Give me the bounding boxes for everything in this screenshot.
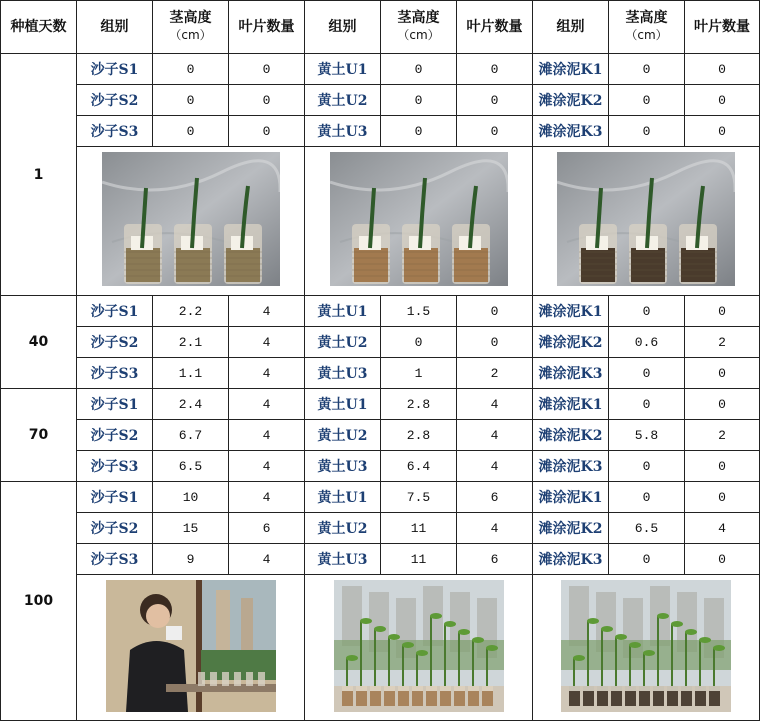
loess-leaves: 0 — [457, 327, 533, 358]
sand-leaves: 4 — [229, 389, 305, 420]
loess-leaves: 0 — [457, 85, 533, 116]
loess-height: 6.4 — [381, 451, 457, 482]
mud-group: 滩涂泥K3 — [533, 451, 609, 482]
loess-height: 11 — [381, 513, 457, 544]
student-photo — [77, 575, 305, 721]
sand-group: 沙子S3 — [77, 116, 153, 147]
mud-group: 滩涂泥K2 — [533, 513, 609, 544]
loess-height: 1 — [381, 358, 457, 389]
mud-seedlings-photo — [533, 575, 760, 721]
mud-group: 滩涂泥K1 — [533, 296, 609, 327]
photo-row — [1, 147, 760, 296]
loess-leaves: 4 — [457, 451, 533, 482]
loess-jars-photo — [305, 147, 533, 296]
header-height: 茎高度 （cm） — [153, 1, 229, 54]
mud-height: 0 — [609, 451, 685, 482]
mud-group: 滩涂泥K1 — [533, 482, 609, 513]
table-row — [1, 389, 760, 420]
header-leaves: 叶片数量 — [229, 1, 305, 54]
loess-height: 2.8 — [381, 420, 457, 451]
loess-group: 黄土U1 — [305, 389, 381, 420]
loess-height: 0 — [381, 116, 457, 147]
table-row — [1, 85, 760, 116]
mud-group: 滩涂泥K2 — [533, 327, 609, 358]
loess-height: 7.5 — [381, 482, 457, 513]
loess-leaves: 2 — [457, 358, 533, 389]
mud-group: 滩涂泥K1 — [533, 389, 609, 420]
sand-leaves: 4 — [229, 327, 305, 358]
table-row — [1, 482, 760, 513]
loess-leaves: 4 — [457, 389, 533, 420]
mud-group: 滩涂泥K2 — [533, 420, 609, 451]
sand-height: 6.5 — [153, 451, 229, 482]
sand-group: 沙子S1 — [77, 54, 153, 85]
mud-leaves: 0 — [685, 389, 760, 420]
header-leaves: 叶片数量 — [685, 1, 760, 54]
sand-group: 沙子S1 — [77, 389, 153, 420]
sand-leaves: 0 — [229, 116, 305, 147]
sand-leaves: 6 — [229, 513, 305, 544]
loess-group: 黄土U1 — [305, 482, 381, 513]
sand-group: 沙子S2 — [77, 513, 153, 544]
mud-group: 滩涂泥K3 — [533, 116, 609, 147]
loess-leaves: 0 — [457, 116, 533, 147]
mud-leaves: 0 — [685, 451, 760, 482]
loess-height: 0 — [381, 54, 457, 85]
mud-height: 0 — [609, 358, 685, 389]
mud-leaves: 0 — [685, 116, 760, 147]
loess-group: 黄土U3 — [305, 358, 381, 389]
table-row — [1, 327, 760, 358]
mud-height: 6.5 — [609, 513, 685, 544]
sand-group: 沙子S3 — [77, 358, 153, 389]
mud-leaves: 0 — [685, 482, 760, 513]
header-group: 组别 — [77, 1, 153, 54]
mud-leaves: 0 — [685, 85, 760, 116]
sand-leaves: 4 — [229, 358, 305, 389]
sand-group: 沙子S3 — [77, 451, 153, 482]
table-row — [1, 54, 760, 85]
mud-leaves: 0 — [685, 54, 760, 85]
mud-leaves: 0 — [685, 358, 760, 389]
table-row — [1, 451, 760, 482]
sand-leaves: 4 — [229, 451, 305, 482]
loess-height: 1.5 — [381, 296, 457, 327]
table-row — [1, 513, 760, 544]
loess-group: 黄土U3 — [305, 116, 381, 147]
loess-height: 11 — [381, 544, 457, 575]
table-row — [1, 420, 760, 451]
day-cell: 1 — [1, 54, 77, 296]
loess-group: 黄土U3 — [305, 544, 381, 575]
sand-height: 2.4 — [153, 389, 229, 420]
sand-height: 10 — [153, 482, 229, 513]
sand-leaves: 0 — [229, 54, 305, 85]
sand-group: 沙子S3 — [77, 544, 153, 575]
sand-height: 9 — [153, 544, 229, 575]
loess-leaves: 0 — [457, 296, 533, 327]
loess-leaves: 6 — [457, 544, 533, 575]
table-row — [1, 116, 760, 147]
mud-leaves: 2 — [685, 420, 760, 451]
sand-height: 2.2 — [153, 296, 229, 327]
sand-height: 1.1 — [153, 358, 229, 389]
sand-height: 0 — [153, 85, 229, 116]
sand-height: 0 — [153, 54, 229, 85]
photo-row — [1, 575, 760, 721]
loess-group: 黄土U1 — [305, 296, 381, 327]
header-height: 茎高度 （cm） — [381, 1, 457, 54]
header-leaves: 叶片数量 — [457, 1, 533, 54]
sand-leaves: 4 — [229, 482, 305, 513]
day-cell: 40 — [1, 296, 77, 389]
mud-group: 滩涂泥K1 — [533, 54, 609, 85]
loess-leaves: 0 — [457, 54, 533, 85]
loess-leaves: 6 — [457, 482, 533, 513]
mud-group: 滩涂泥K3 — [533, 544, 609, 575]
loess-group: 黄土U2 — [305, 85, 381, 116]
mud-height: 0 — [609, 389, 685, 420]
sand-height: 6.7 — [153, 420, 229, 451]
mud-height: 0 — [609, 296, 685, 327]
mud-height: 0 — [609, 54, 685, 85]
loess-height: 2.8 — [381, 389, 457, 420]
mud-jars-photo — [533, 147, 760, 296]
mud-height: 0 — [609, 85, 685, 116]
sand-jars-photo — [77, 147, 305, 296]
loess-leaves: 4 — [457, 513, 533, 544]
mud-height: 0.6 — [609, 327, 685, 358]
mud-leaves: 2 — [685, 327, 760, 358]
sand-group: 沙子S2 — [77, 85, 153, 116]
sand-group: 沙子S1 — [77, 296, 153, 327]
mud-height: 0 — [609, 482, 685, 513]
loess-group: 黄土U2 — [305, 327, 381, 358]
mud-group: 滩涂泥K2 — [533, 85, 609, 116]
header-group: 组别 — [533, 1, 609, 54]
table-row — [1, 296, 760, 327]
sand-height: 2.1 — [153, 327, 229, 358]
sand-group: 沙子S2 — [77, 420, 153, 451]
day-cell: 100 — [1, 482, 77, 721]
loess-group: 黄土U1 — [305, 54, 381, 85]
loess-group: 黄土U2 — [305, 420, 381, 451]
sand-group: 沙子S2 — [77, 327, 153, 358]
sand-leaves: 0 — [229, 85, 305, 116]
sand-leaves: 4 — [229, 420, 305, 451]
mud-height: 0 — [609, 544, 685, 575]
loess-group: 黄土U2 — [305, 513, 381, 544]
loess-height: 0 — [381, 327, 457, 358]
header-days: 种植天数 — [1, 1, 77, 54]
loess-leaves: 4 — [457, 420, 533, 451]
sand-group: 沙子S1 — [77, 482, 153, 513]
loess-height: 0 — [381, 85, 457, 116]
day-cell: 70 — [1, 389, 77, 482]
table-row — [1, 358, 760, 389]
table-row — [1, 544, 760, 575]
sand-leaves: 4 — [229, 544, 305, 575]
sand-height: 15 — [153, 513, 229, 544]
header-group: 组别 — [305, 1, 381, 54]
mud-leaves: 0 — [685, 296, 760, 327]
loess-group: 黄土U3 — [305, 451, 381, 482]
header-height: 茎高度 （cm） — [609, 1, 685, 54]
mud-height: 5.8 — [609, 420, 685, 451]
mud-leaves: 4 — [685, 513, 760, 544]
sand-height: 0 — [153, 116, 229, 147]
mud-leaves: 0 — [685, 544, 760, 575]
mud-height: 0 — [609, 116, 685, 147]
loess-seedlings-photo — [305, 575, 533, 721]
mud-group: 滩涂泥K3 — [533, 358, 609, 389]
sand-leaves: 4 — [229, 296, 305, 327]
